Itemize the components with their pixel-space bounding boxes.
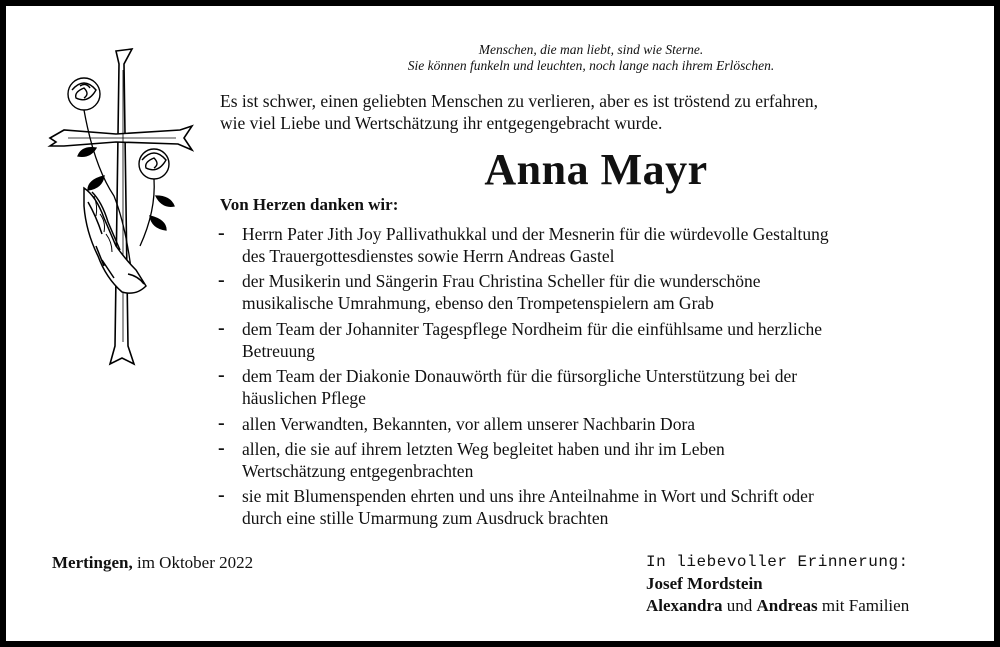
bullet-dash: - bbox=[218, 484, 225, 507]
bullet-dash: - bbox=[218, 436, 225, 459]
thanks-list bbox=[218, 223, 978, 533]
list-item-line-1: der Musikerin und Sängerin Frau Christina Scheller für die wunderschöne bbox=[242, 271, 761, 292]
list-item bbox=[218, 223, 978, 267]
list-item bbox=[218, 438, 978, 482]
list-item-line-2: häuslichen Pflege bbox=[242, 388, 366, 409]
bullet-dash: - bbox=[218, 269, 225, 292]
signer-suffix: mit Familien bbox=[821, 596, 910, 615]
list-item-line-1: dem Team der Johanniter Tagespflege Nordheim für die einfühlsame und herzliche bbox=[242, 318, 823, 339]
list-item-line-2: Wertschätzung entgegenbrachten bbox=[242, 460, 474, 481]
quote-line-1: Menschen, die man liebt, sind wie Sterne. bbox=[478, 42, 704, 57]
intro-text bbox=[220, 90, 980, 134]
list-item-line-1: dem Team der Diakonie Donauwörth für die fürsorgliche Unterstützung bei der bbox=[242, 366, 798, 387]
signoff bbox=[646, 551, 909, 617]
list-item-line-2: durch eine stille Umarmung zum Ausdruck brachten bbox=[242, 508, 609, 529]
list-item-line-1: allen Verwandten, Bekannten, vor allem unserer Nachbarin Dora bbox=[242, 413, 696, 434]
place-town: Mertingen, bbox=[52, 553, 133, 572]
list-item-line-2: des Trauergottesdienstes sowie Herrn Andreas Gastel bbox=[242, 246, 615, 266]
list-item bbox=[218, 365, 978, 409]
place-date: im Oktober 2022 bbox=[136, 553, 254, 572]
thanks-heading: Von Herzen danken wir: bbox=[220, 195, 399, 214]
list-item-line-1: sie mit Blumenspenden ehrten und uns ihre Anteilnahme in Wort und Schrift oder bbox=[242, 486, 814, 507]
list-item-line-1: allen, die sie auf ihrem letzten Weg begleitet haben und ihr im Leben bbox=[242, 438, 725, 459]
intro-line-1: Es ist schwer, einen geliebten Menschen zu verlieren, aber es ist tröstend zu erfahren, bbox=[220, 91, 818, 111]
signoff-heading: In liebevoller Erinnerung: bbox=[646, 553, 909, 571]
list-item-line-2: musikalische Umrahmung, ebenso den Trompetenspielern am Grab bbox=[242, 293, 714, 314]
list-item bbox=[218, 413, 978, 435]
signer-name-a: Alexandra bbox=[646, 596, 723, 615]
rose-top-icon bbox=[68, 78, 100, 110]
list-item-line-2: Betreuung bbox=[242, 340, 315, 361]
cross-with-roses-icon bbox=[44, 46, 194, 371]
praying-hands-icon bbox=[84, 188, 146, 293]
list-item bbox=[218, 270, 978, 314]
place-and-date bbox=[52, 552, 253, 574]
bullet-dash: - bbox=[218, 222, 225, 244]
list-item-line-1: Herrn Pater Jith Joy Pallivathukkal und der Mesnerin für die würdevolle Gestaltung bbox=[242, 224, 829, 244]
bullet-dash: - bbox=[218, 411, 225, 434]
quote-line-2: Sie können funkeln und leuchten, noch lange nach ihrem Erlöschen. bbox=[407, 58, 775, 73]
signer-name: Josef Mordstein bbox=[646, 574, 763, 593]
rose-right-icon bbox=[139, 149, 169, 179]
signer-name-b: Andreas bbox=[756, 596, 818, 615]
bullet-dash: - bbox=[218, 316, 225, 339]
signer-connector: und bbox=[726, 596, 753, 615]
bullet-dash: - bbox=[218, 364, 225, 387]
list-item bbox=[218, 318, 978, 362]
memorial-quote bbox=[336, 42, 846, 74]
deceased-name: Anna Mayr bbox=[484, 145, 708, 194]
intro-line-2: wie viel Liebe und Wertschätzung ihr entgegengebracht wurde. bbox=[220, 113, 663, 133]
list-item bbox=[218, 485, 978, 529]
